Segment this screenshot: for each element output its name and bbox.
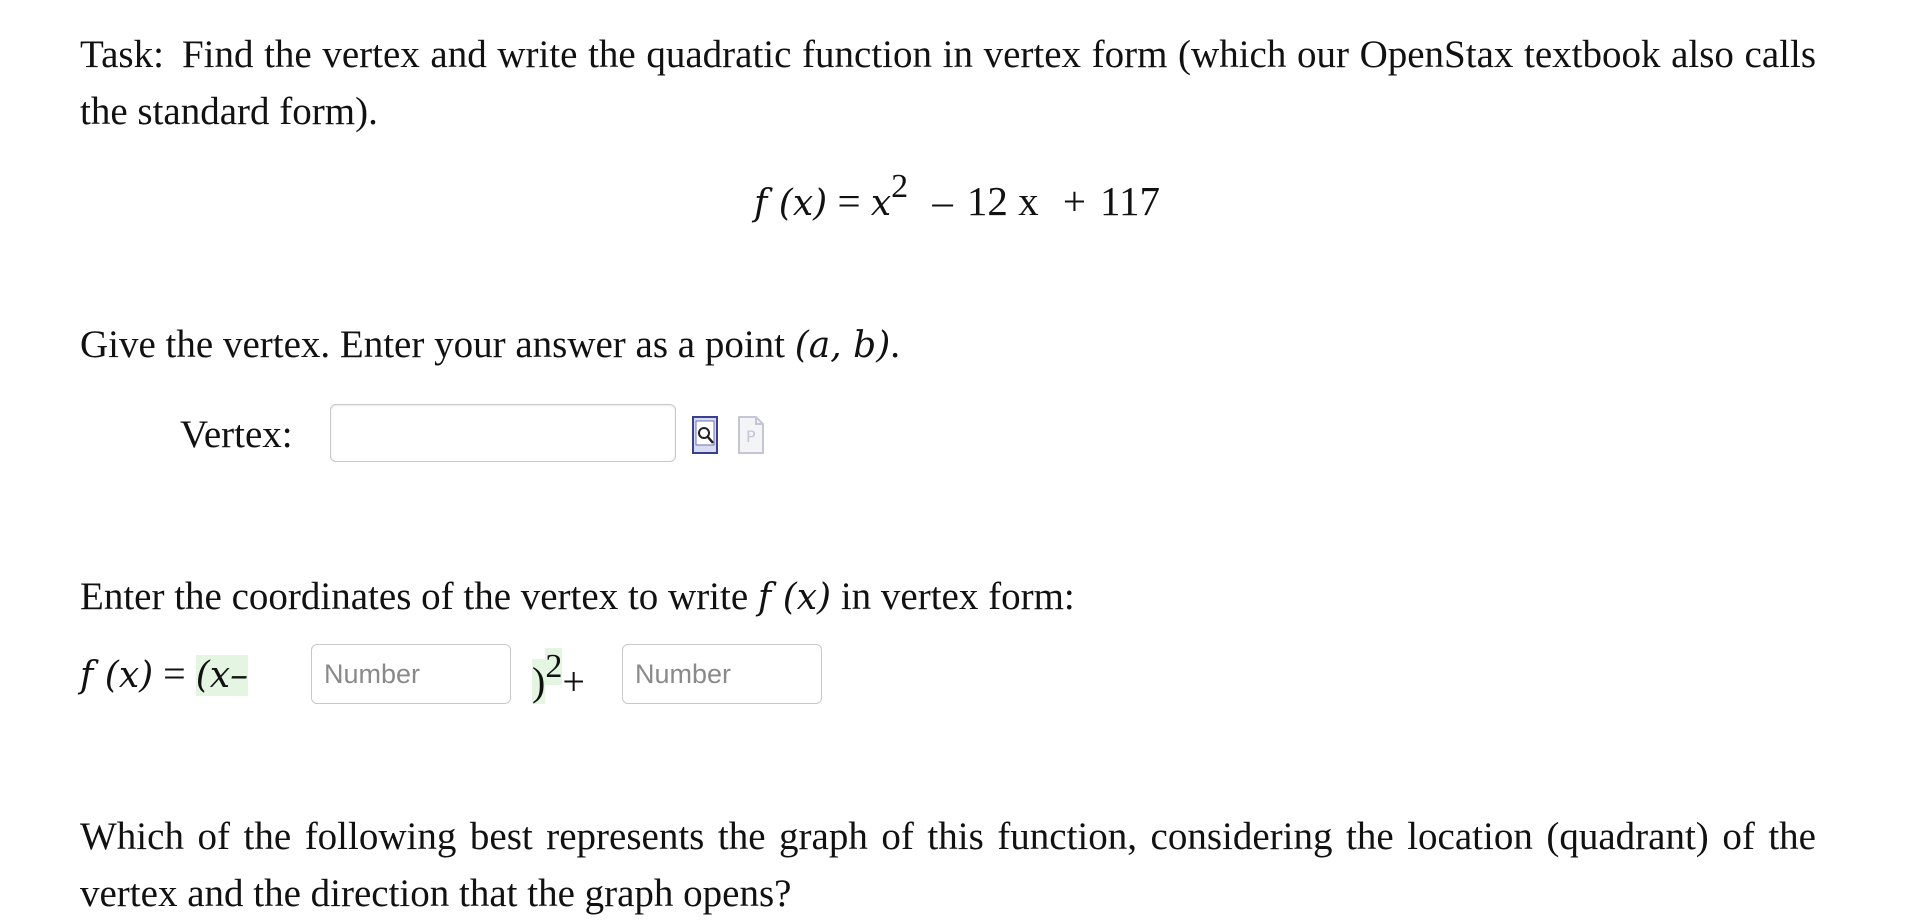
vertex-form-answer-row [80, 644, 1816, 708]
vertex-input[interactable] [330, 404, 676, 462]
equation-exponent: 2 [891, 168, 909, 205]
equation-plus: + [1062, 178, 1086, 224]
vertex-form-lhs: f (x) [80, 655, 154, 696]
vertex-form-lhs-group [80, 650, 248, 697]
vertex-form-exponent: 2 [545, 648, 563, 685]
vertex-answer-row [80, 404, 1816, 468]
equation-constant: 117 [1100, 178, 1160, 224]
graph-question: Which of the following best represents the graph of this function, considering the location (quadrant) of the vertex and the direction that the graph opens? [80, 815, 1816, 915]
equation-lhs: f (x) [754, 183, 828, 224]
vertex-question-period: . [890, 323, 900, 366]
vertex-point-notation: (a, b) [794, 325, 891, 366]
preview-magnifier-icon[interactable] [692, 416, 718, 454]
vertex-form-text-after: in vertex form: [840, 575, 1075, 618]
vertex-k-input[interactable] [622, 644, 822, 704]
vertex-form-text-before: Enter the coordinates of the vertex to write [80, 575, 749, 618]
vertex-form-open-paren: (x– [195, 655, 249, 696]
vertex-form-question [80, 568, 1816, 626]
vertex-form-close-paren: ) [532, 659, 546, 704]
vertex-h-input[interactable] [311, 644, 511, 704]
paste-icon[interactable] [738, 416, 764, 454]
function-equation [80, 168, 1816, 228]
vertex-form-plus: + [562, 659, 585, 704]
vertex-form-fx: f (x) [757, 577, 832, 618]
equation-equals: = [837, 178, 861, 224]
question-container [80, 26, 1816, 922]
vertex-question-text: Give the vertex. Enter your answer as a point [80, 323, 786, 366]
svg-text:P: P [746, 427, 756, 446]
task-text: Find the vertex and write the quadratic function in vertex form (which our OpenStax textbook also calls the standard form). [80, 33, 1816, 133]
equation-minus: – [932, 178, 953, 224]
vertex-question [80, 316, 1816, 374]
vertex-form-equals: = [163, 651, 186, 696]
vertex-form-close-group [532, 648, 585, 705]
equation-x: x [870, 183, 892, 224]
task-paragraph [80, 26, 1816, 140]
equation-term1: 12 x [966, 178, 1039, 224]
task-label: Task: [80, 33, 164, 76]
vertex-label: Vertex: [180, 413, 293, 456]
